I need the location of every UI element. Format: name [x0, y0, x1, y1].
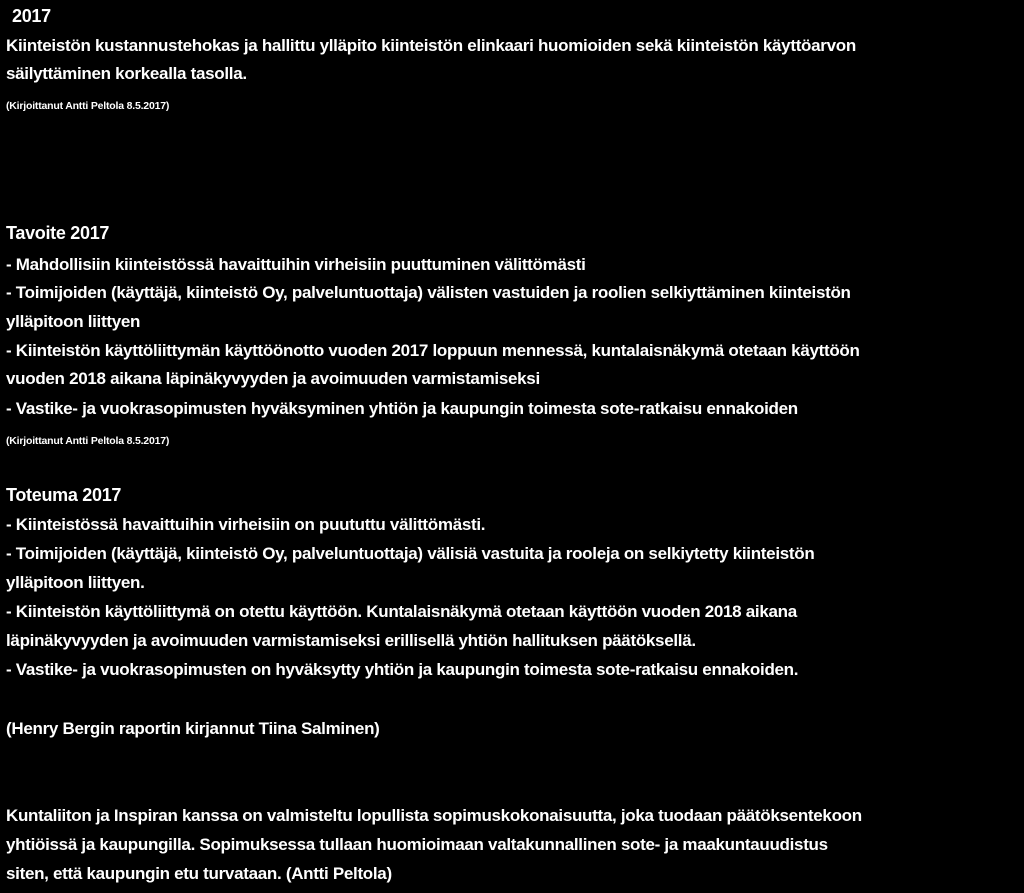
intro-year: 2017 [12, 6, 51, 26]
toteuma-line-6: - Vastike- ja vuokrasopimusten on hyväksytty yhtiön ja kaupungin toimesta sote-ratkaisu ennakoiden. [6, 660, 799, 679]
tavoite-author-note: (Kirjoittanut Antti Peltola 8.5.2017) [6, 435, 170, 447]
closing-line-3: siten, että kaupungin etu turvataan. (Antti Peltola) [6, 864, 392, 883]
toteuma-heading: Toteuma 2017 [6, 485, 122, 505]
tavoite-line-2: - Toimijoiden (käyttäjä, kiinteistö Oy, palveluntuottaja) välisten vastuiden ja roolien selkiyttäminen kiinteistön [6, 283, 851, 302]
intro-text-line-2: säilyttäminen korkealla tasolla. [6, 64, 247, 83]
tavoite-line-3: ylläpitoon liittyen [6, 312, 141, 331]
toteuma-line-5: läpinäkyvyyden ja avoimuuden varmistamiseksi erillisellä yhtiön hallituksen päätöksellä. [6, 631, 696, 650]
tavoite-line-4: - Kiinteistön käyttöliittymän käyttöönotto vuoden 2017 loppuun mennessä, kuntalaisnäkymä otetaan käyttöön [6, 341, 860, 360]
tavoite-line-1: - Mahdollisiin kiinteistössä havaittuihin virheisiin puuttuminen välittömästi [6, 255, 586, 274]
toteuma-line-2: - Toimijoiden (käyttäjä, kiinteistö Oy, palveluntuottaja) välisiä vastuita ja rooleja on selkiytetty kiinteistön [6, 544, 815, 563]
closing-line-1: Kuntaliiton ja Inspiran kanssa on valmisteltu lopullista sopimuskokonaisuutta, joka tuodaan päätöksentekoon [6, 806, 862, 825]
toteuma-line-4: - Kiinteistön käyttöliittymä on otettu käyttöön. Kuntalaisnäkymä otetaan käyttöön vuoden 2018 aikana [6, 602, 797, 621]
toteuma-line-1: - Kiinteistössä havaittuihin virheisiin on puututtu välittömästi. [6, 515, 486, 534]
tavoite-line-6: - Vastike- ja vuokrasopimusten hyväksyminen yhtiön ja kaupungin toimesta sote-ratkaisu ennakoiden [6, 399, 798, 418]
tavoite-line-5: vuoden 2018 aikana läpinäkyvyyden ja avoimuuden varmistamiseksi [6, 369, 540, 388]
closing-line-2: yhtiöissä ja kaupungilla. Sopimuksessa tullaan huomioimaan valtakunnallinen sote- ja maakuntauudistus [6, 835, 828, 854]
intro-author-note: (Kirjoittanut Antti Peltola 8.5.2017) [6, 100, 170, 112]
tavoite-heading: Tavoite 2017 [6, 223, 110, 243]
toteuma-reporter-note: (Henry Bergin raportin kirjannut Tiina Salminen) [6, 719, 380, 738]
intro-text-line-1: Kiinteistön kustannustehokas ja hallittu ylläpito kiinteistön elinkaari huomioiden sekä kiinteistön käyttöarvon [6, 36, 856, 55]
toteuma-line-3: ylläpitoon liittyen. [6, 573, 145, 592]
